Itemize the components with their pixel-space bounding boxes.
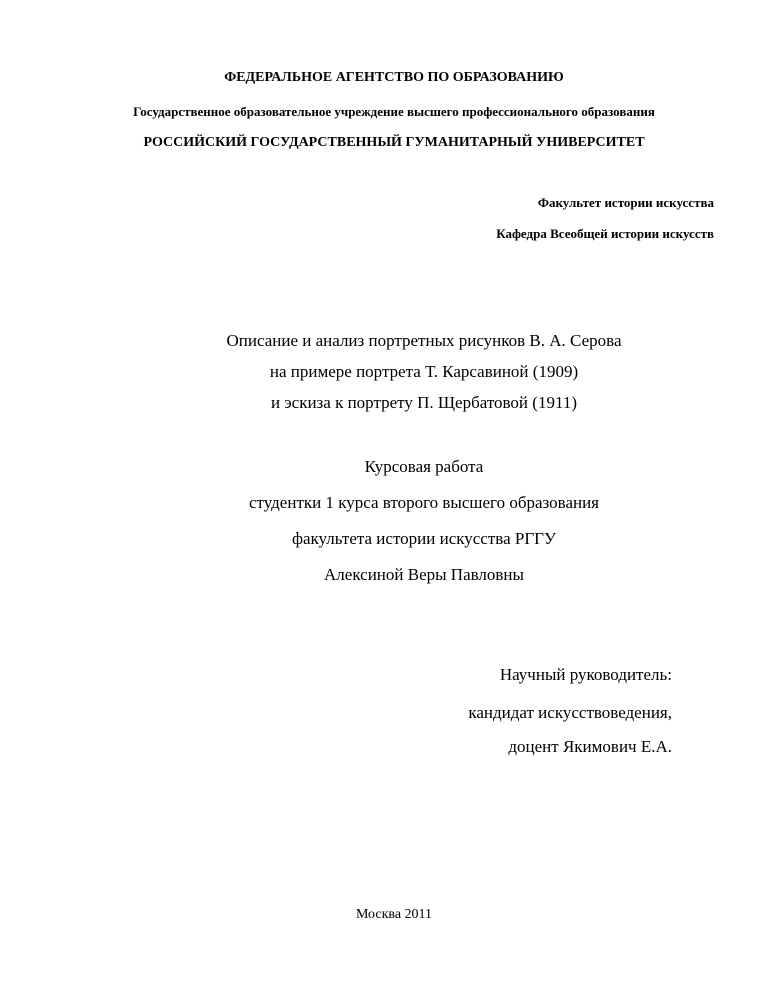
- department-label: Кафедра Всеобщей истории искусств: [496, 226, 714, 241]
- work-title-line-3: и эскиза к портрету П. Щербатовой (1911): [271, 393, 577, 412]
- work-title-line-1: Описание и анализ портретных рисунков В. А. Серова: [226, 331, 622, 350]
- work-title-line-2: на примере портрета Т. Карсавиной (1909): [269, 362, 579, 381]
- faculty-label: Факультет истории искусства: [537, 195, 714, 210]
- work-type: Курсовая работа: [364, 457, 484, 476]
- agency-heading: ФЕДЕРАЛЬНОЕ АГЕНТСТВО ПО ОБРАЗОВАНИЮ: [224, 70, 564, 85]
- university-heading: РОССИЙСКИЙ ГОСУДАРСТВЕННЫЙ ГУМАНИТАРНЫЙ УНИВЕРСИТЕТ: [143, 135, 645, 150]
- supervisor-name: доцент Якимович Е.А.: [508, 737, 672, 756]
- city-year: Москва 2011: [355, 907, 433, 922]
- author-name: Алексиной Веры Павловны: [324, 565, 524, 584]
- institution-heading: Государственное образовательное учреждение высшего профессионального образования: [133, 104, 655, 119]
- student-faculty: факультета истории искусства РГГУ: [291, 529, 557, 548]
- student-description: студентки 1 курса второго высшего образования: [248, 493, 600, 512]
- supervisor-label: Научный руководитель:: [499, 665, 672, 684]
- supervisor-degree: кандидат искусствоведения,: [468, 703, 672, 722]
